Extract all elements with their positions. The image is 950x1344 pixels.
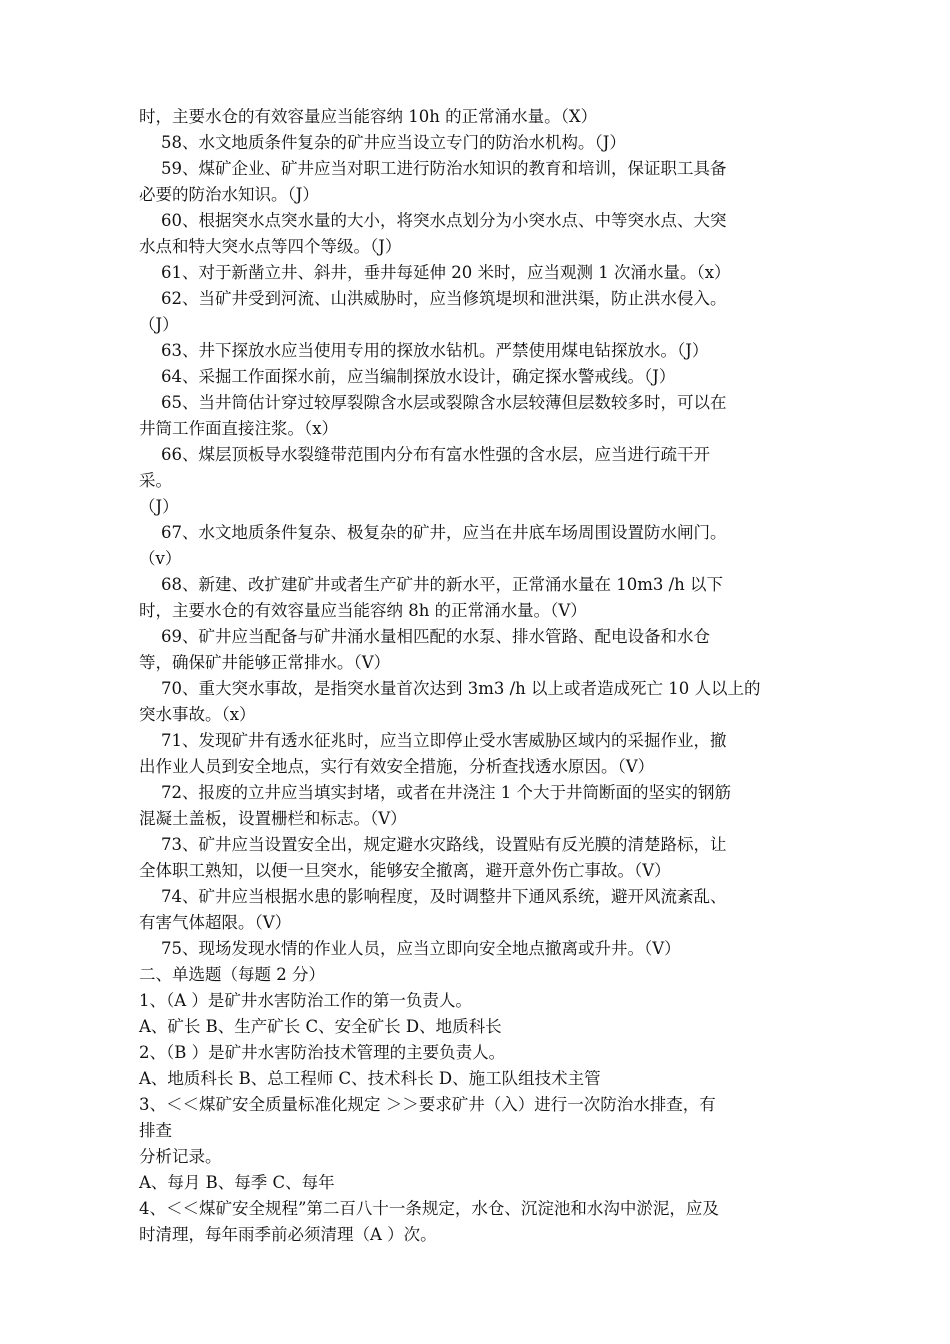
text-line: A、每月 B、每季 C、每年 xyxy=(139,1173,335,1192)
text-line: 井筒工作面直接注浆。（x） xyxy=(139,419,339,438)
text-line: 突水事故。（x） xyxy=(139,705,256,724)
text-line: 采。 xyxy=(139,471,172,490)
text-line: 67、水文地质条件复杂、极复杂的矿井，应当在井底车场周围设置防水闸门。 xyxy=(161,523,727,542)
text-line: 64、采掘工作面探水前，应当编制探放水设计，确定探水警戒线。（J） xyxy=(161,367,676,386)
text-line: 有害气体超限。（V） xyxy=(139,913,292,932)
text-line: 71、发现矿井有透水征兆时，应当立即停止受水害威胁区域内的采掘作业，撤 xyxy=(161,731,727,750)
text-line: 时，主要水仓的有效容量应当能容纳 8h 的正常涌水量。（V） xyxy=(139,601,587,620)
text-line: 73、矿井应当设置安全出，规定避水灾路线，设置贴有反光膜的清楚路标，让 xyxy=(161,835,727,854)
text-line: A、地质科长 B、总工程师 C、技术科长 D、施工队组技术主管 xyxy=(139,1069,601,1088)
text-line: 59、煤矿企业、矿井应当对职工进行防治水知识的教育和培训，保证职工具备 xyxy=(161,159,727,178)
text-line: 66、煤层顶板导水裂缝带范围内分布有富水性强的含水层，应当进行疏干开 xyxy=(161,445,710,464)
text-line: 4、＜＜煤矿安全规程”第二百八十一条规定，水仓、沉淀池和水沟中淤泥，应及 xyxy=(139,1199,719,1218)
text-line: 分析记录。 xyxy=(139,1147,222,1166)
text-line: 水点和特大突水点等四个等级。（J） xyxy=(139,237,402,256)
text-line: （J） xyxy=(139,497,179,516)
text-line: 74、矿井应当根据水患的影响程度，及时调整井下通风系统，避开风流紊乱、 xyxy=(161,887,727,906)
text-line: A、矿长 B、生产矿长 C、安全矿长 D、地质科长 xyxy=(139,1017,502,1036)
text-line: 二、单选题（每题 2 分） xyxy=(139,965,325,984)
text-line: 70、重大突水事故，是指突水量首次达到 3m3 /h 以上或者造成死亡 10 人以上的 xyxy=(161,679,761,698)
text-line: 出作业人员到安全地点，实行有效安全措施，分析查找透水原因。（V） xyxy=(139,757,655,776)
text-line: 时，主要水仓的有效容量应当能容纳 10h 的正常涌水量。（X） xyxy=(139,107,598,126)
text-line: 68、新建、改扩建矿井或者生产矿井的新水平，正常涌水量在 10m3 /h 以下 xyxy=(161,575,724,594)
text-line: 75、现场发现水情的作业人员，应当立即向安全地点撤离或升井。（V） xyxy=(161,939,681,958)
text-line: 必要的防治水知识。（J） xyxy=(139,185,319,204)
text-line: 58、水文地质条件复杂的矿井应当设立专门的防治水机构。（J） xyxy=(161,133,626,152)
text-line: 排查 xyxy=(139,1121,172,1140)
text-line: 60、根据突水点突水量的大小，将突水点划分为小突水点、中等突水点、大突 xyxy=(161,211,727,230)
text-line: 61、对于新凿立井、斜井，垂井每延伸 20 米时，应当观测 1 次涌水量。（x） xyxy=(161,263,731,282)
text-line: 69、矿井应当配备与矿井涌水量相匹配的水泵、排水管路、配电设备和水仓 xyxy=(161,627,710,646)
text-line: （v） xyxy=(139,549,182,568)
text-line: 全体职工熟知，以便一旦突水，能够安全撤离，避开意外伤亡事故。（V） xyxy=(139,861,671,880)
text-line: 时清理，每年雨季前必须清理（A ）次。 xyxy=(139,1225,437,1244)
text-line: 3、＜＜煤矿安全质量标准化规定 ＞＞要求矿井（入）进行一次防治水排查，有 xyxy=(139,1095,716,1114)
text-line: 混凝土盖板，设置栅栏和标志。（V） xyxy=(139,809,407,828)
text-line: 62、当矿井受到河流、山洪威胁时，应当修筑堤坝和泄洪渠，防止洪水侵入。 xyxy=(161,289,727,308)
text-line: 72、报废的立井应当填实封堵，或者在井浇注 1 个大于井筒断面的坚实的钢筋 xyxy=(161,783,731,802)
text-line: 65、当井筒估计穿过较厚裂隙含水层或裂隙含水层较薄但层数较多时，可以在 xyxy=(161,393,727,412)
document-body xyxy=(139,104,829,1248)
text-line: （J） xyxy=(139,315,179,334)
text-line: 等，确保矿井能够正常排水。（V） xyxy=(139,653,391,672)
text-line: 1、（A ）是矿井水害防治工作的第一负责人。 xyxy=(139,991,472,1010)
text-line: 2、（B ）是矿井水害防治技术管理的主要负责人。 xyxy=(139,1043,506,1062)
text-line: 63、井下探放水应当使用专用的探放水钻机。严禁使用煤电钻探放水。（J） xyxy=(161,341,709,360)
